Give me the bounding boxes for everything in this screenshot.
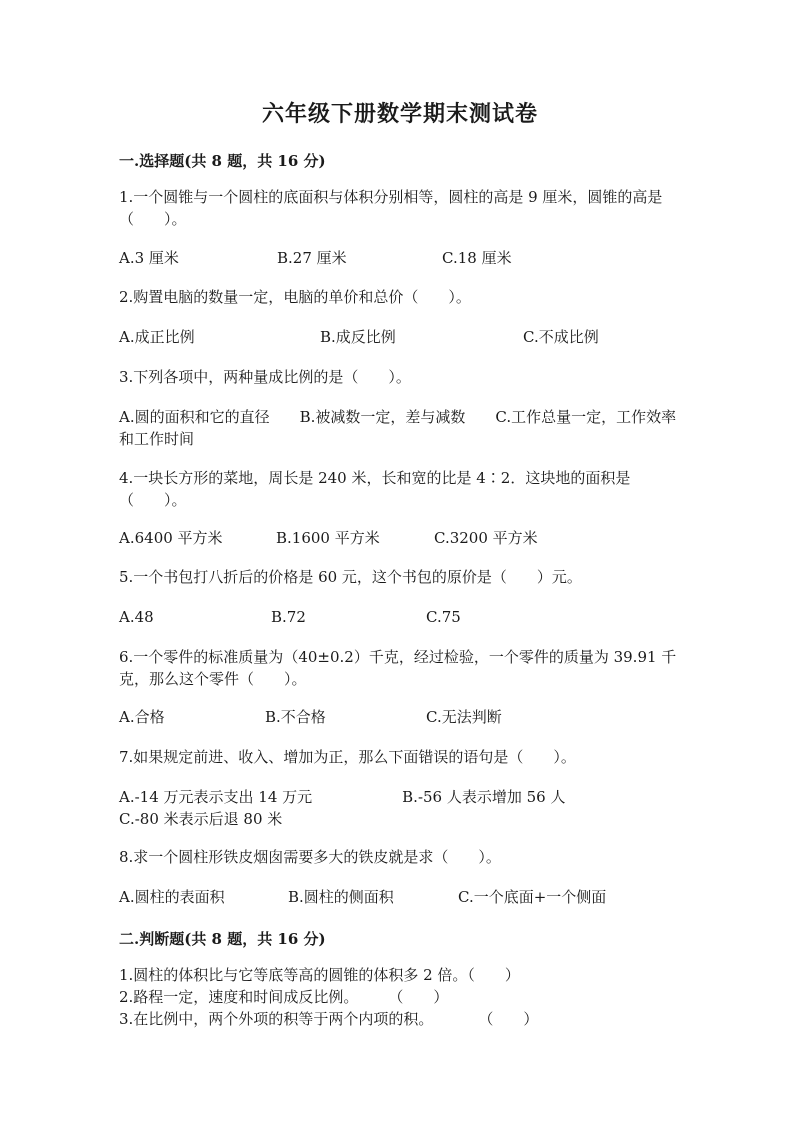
question-1: 1.一个圆锥与一个圆柱的底面积与体积分别相等，圆柱的高是 9 厘米，圆锥的高是（ ）。	[119, 188, 663, 228]
question-3-options: A.圆的面积和它的直径 B.被减数一定，差与减数 C.工作总量一定，工作效率和工作时间	[119, 408, 677, 448]
option-c: C.不成比例	[523, 328, 599, 346]
option-b: B.不合格	[265, 708, 326, 726]
option-a: A.3 厘米	[119, 249, 179, 267]
page-title: 六年级下册数学期末测试卷	[261, 101, 538, 127]
judge-item-2: 2.路程一定，速度和时间成反比例。 （ ）	[119, 988, 449, 1006]
question-6: 6.一个零件的标准质量为（40±0.2）千克，经过检验，一个零件的质量为 39.91 千克，那么这个零件（ ）。	[119, 648, 677, 688]
option-a: A.合格	[119, 708, 165, 726]
question-2: 2.购置电脑的数量一定，电脑的单价和总价（ ）。	[119, 288, 471, 306]
section-heading-judge: 二.判断题(共 8 题，共 16 分)	[119, 930, 326, 948]
question-8-options	[119, 886, 679, 908]
option-b: B.72	[271, 608, 306, 626]
option-a: A.48	[119, 608, 154, 626]
option-a: A.6400 平方米	[119, 529, 223, 547]
judge-item-3: 3.在比例中，两个外项的积等于两个内项的积。 （ ）	[119, 1010, 539, 1028]
question-7-options: A.-14 万元表示支出 14 万元 B.-56 人表示增加 56 人 C.-80 米表示后退 80 米	[119, 788, 671, 828]
option-c: C.18 厘米	[442, 249, 512, 267]
option-b: B.1600 平方米	[276, 529, 380, 547]
option-b: B.27 厘米	[277, 249, 347, 267]
question-1-options	[119, 247, 679, 269]
question-7: 7.如果规定前进、收入、增加为正，那么下面错误的语句是（ ）。	[119, 748, 576, 766]
question-3: 3.下列各项中，两种量成比例的是（ ）。	[119, 368, 411, 386]
option-a: A.圆柱的表面积	[119, 888, 225, 906]
option-b: B.圆柱的侧面积	[288, 888, 394, 906]
question-6-options	[119, 706, 679, 728]
option-c: C.无法判断	[426, 708, 502, 726]
option-a: A.成正比例	[119, 328, 195, 346]
option-c: C.75	[426, 608, 461, 626]
question-4: 4.一块长方形的菜地，周长是 240 米，长和宽的比是 4∶2．这块地的面积是（ ）。	[119, 469, 631, 509]
section-heading-choice: 一.选择题(共 8 题，共 16 分)	[119, 152, 326, 170]
option-c: C.一个底面+一个侧面	[458, 888, 607, 906]
option-b: B.成反比例	[320, 328, 396, 346]
question-8: 8.求一个圆柱形铁皮烟囱需要多大的铁皮就是求（ ）。	[119, 848, 501, 866]
question-5-options	[119, 606, 679, 628]
question-2-options	[119, 326, 679, 348]
question-5: 5.一个书包打八折后的价格是 60 元，这个书包的原价是（ ）元。	[119, 568, 582, 586]
question-4-options	[119, 527, 679, 549]
option-c: C.3200 平方米	[434, 529, 538, 547]
judge-item-1: 1.圆柱的体积比与它等底等高的圆锥的体积多 2 倍。（ ）	[119, 966, 520, 984]
